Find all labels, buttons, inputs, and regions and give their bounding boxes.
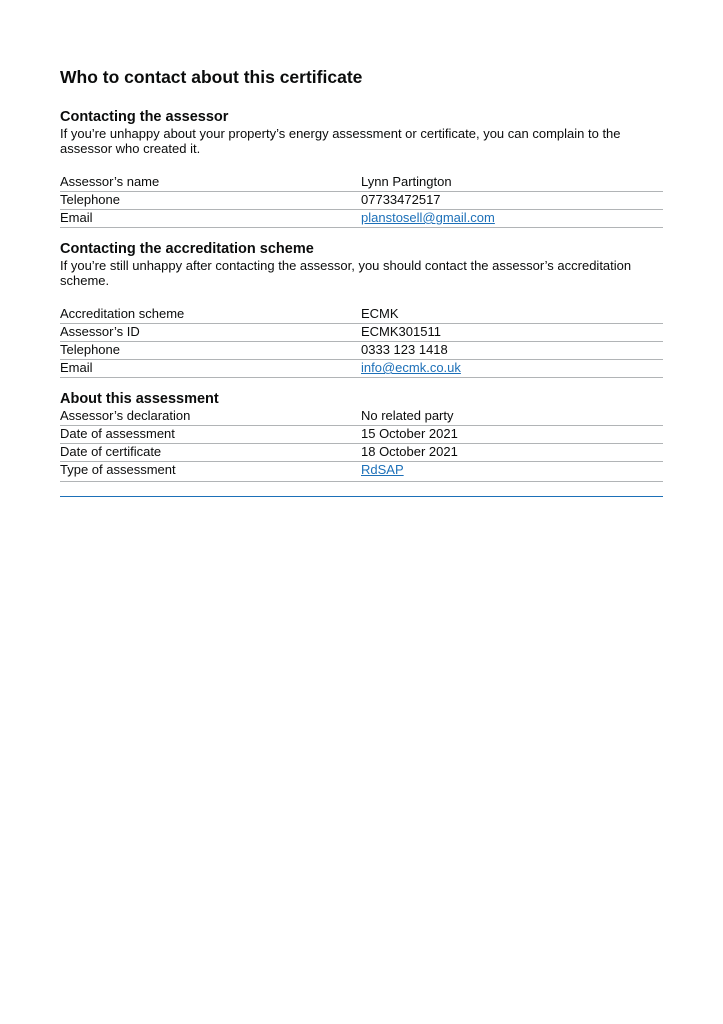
assessor-email-link[interactable]: planstosell@gmail.com xyxy=(361,210,495,225)
scheme-email-label: Email xyxy=(60,360,361,378)
assessor-telephone-value: 07733472517 xyxy=(361,192,663,210)
scheme-telephone-value: 0333 123 1418 xyxy=(361,342,663,360)
assessment-date-label: Date of assessment xyxy=(60,426,361,444)
scheme-section-title: Contacting the accreditation scheme xyxy=(60,241,314,257)
page-title: Who to contact about this certificate xyxy=(60,67,363,87)
assessor-id-label: Assessor’s ID xyxy=(60,324,361,342)
table-row xyxy=(60,324,663,342)
assessor-email-label: Email xyxy=(60,210,361,228)
assessor-email-cell xyxy=(361,210,663,228)
certificate-date-label: Date of certificate xyxy=(60,444,361,462)
table-row xyxy=(60,426,663,444)
table-row xyxy=(60,210,663,228)
table-row xyxy=(60,174,663,192)
table-row xyxy=(60,444,663,462)
scheme-name-value: ECMK xyxy=(361,306,663,324)
assessment-type-label: Type of assessment xyxy=(60,462,361,482)
assessment-details-table xyxy=(60,408,663,482)
scheme-email-link[interactable]: info@ecmk.co.uk xyxy=(361,360,461,375)
scheme-telephone-label: Telephone xyxy=(60,342,361,360)
assessor-name-value: Lynn Partington xyxy=(361,174,663,192)
assessor-telephone-label: Telephone xyxy=(60,192,361,210)
scheme-details-table xyxy=(60,306,663,378)
table-row xyxy=(60,306,663,324)
assessment-date-value: 15 October 2021 xyxy=(361,426,663,444)
assessment-type-link[interactable]: RdSAP xyxy=(361,462,404,477)
scheme-email-cell xyxy=(361,360,663,378)
scheme-name-label: Accreditation scheme xyxy=(60,306,361,324)
assessor-section-title: Contacting the assessor xyxy=(60,109,229,125)
scheme-section-description: If you’re still unhappy after contacting the assessor, you should contact the assessor’s accreditation scheme. xyxy=(60,258,632,288)
certificate-date-value: 18 October 2021 xyxy=(361,444,663,462)
table-row xyxy=(60,192,663,210)
table-row xyxy=(60,360,663,378)
assessor-details-table xyxy=(60,174,663,228)
assessment-type-cell xyxy=(361,462,663,482)
assessor-name-label: Assessor’s name xyxy=(60,174,361,192)
table-row xyxy=(60,462,663,482)
table-row xyxy=(60,342,663,360)
declaration-value: No related party xyxy=(361,408,663,426)
assessor-section-description: If you’re unhappy about your property’s energy assessment or certificate, you can complain to the assessor who created it. xyxy=(60,126,621,156)
table-row xyxy=(60,408,663,426)
declaration-label: Assessor’s declaration xyxy=(60,408,361,426)
section-divider xyxy=(60,496,663,497)
assessor-id-value: ECMK301511 xyxy=(361,324,663,342)
assessment-section-title: About this assessment xyxy=(60,391,219,407)
certificate-contact-page xyxy=(60,66,663,497)
